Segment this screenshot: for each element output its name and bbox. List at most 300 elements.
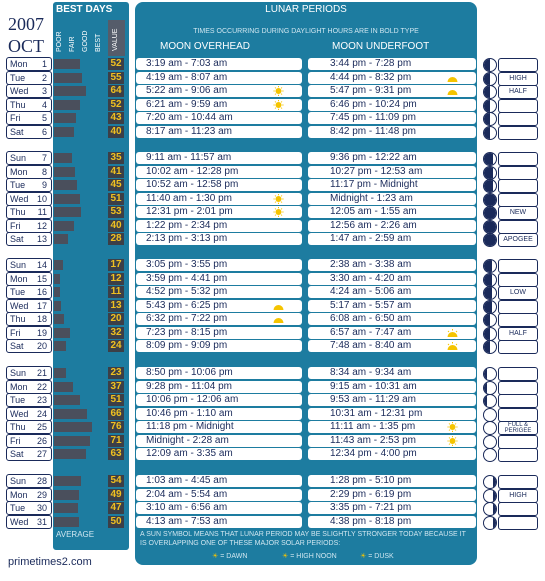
moon-phase-icon: [483, 259, 497, 273]
moon-underfoot-time-text: 2:29 pm - 6:19 pm: [330, 489, 412, 500]
day-number: 28: [36, 476, 47, 486]
moon-event-tag: [498, 259, 538, 273]
moon-event-tag: [498, 220, 538, 234]
moon-overhead-time: [136, 193, 302, 205]
noon-sun-icon: [272, 86, 285, 95]
day-value: 66: [108, 408, 124, 420]
moon-overhead-time: [136, 152, 302, 164]
best-days-bar: [54, 301, 61, 311]
dawn-sun-icon: [446, 341, 459, 350]
moon-phase-icon: [483, 85, 497, 99]
day-number: 11: [37, 207, 47, 217]
day-value: 40: [108, 126, 124, 138]
best-days-bar: [54, 260, 63, 270]
day-label: [6, 272, 52, 286]
dusk-sun-icon: [272, 314, 285, 323]
day-name: Fri: [10, 113, 21, 123]
day-name: Fri: [10, 221, 21, 231]
moon-overhead-time-text: 3:19 am - 7:03 am: [146, 58, 228, 69]
moon-phase-icon: [483, 112, 497, 126]
day-name: Mon: [10, 274, 28, 284]
day-name: Mon: [10, 59, 28, 69]
moon-phase-icon: [483, 99, 497, 113]
noon-sun-icon: [272, 207, 285, 216]
day-value: 23: [108, 367, 124, 379]
day-name: Tue: [10, 180, 26, 190]
day-name: Wed: [10, 517, 29, 527]
moon-overhead-time: [136, 233, 302, 245]
day-label: [6, 178, 52, 192]
day-value: 47: [108, 502, 124, 514]
moon-event-tag: [498, 112, 538, 126]
day-label: [6, 219, 52, 233]
moon-underfoot-time: [308, 435, 476, 447]
day-value: 40: [108, 220, 124, 232]
moon-overhead-time: [136, 220, 302, 232]
moon-underfoot-time: [308, 166, 476, 178]
moon-underfoot-time: [308, 327, 476, 339]
day-name: Tue: [10, 503, 26, 513]
moon-underfoot-time: [308, 58, 476, 70]
dusk-sun-icon: [446, 73, 459, 82]
best-days-bar: [54, 113, 76, 123]
day-label: [6, 380, 52, 394]
moon-overhead-time-text: 8:50 pm - 10:06 pm: [146, 367, 233, 378]
best-days-bar: [54, 314, 64, 324]
moon-underfoot-time-text: Midnight - 1:23 am: [330, 193, 413, 204]
moon-phase-icon: [483, 408, 497, 422]
moon-overhead-time: [136, 489, 302, 501]
moon-overhead-time: [136, 85, 302, 97]
day-label: [6, 151, 52, 165]
best-days-bar: [54, 436, 90, 446]
moon-overhead-time: [136, 72, 302, 84]
noon-sun-icon: [446, 422, 459, 431]
moon-event-tag: HALF: [498, 327, 538, 341]
moon-underfoot-time-text: 9:36 pm - 12:22 am: [330, 152, 417, 163]
moon-phase-icon: [483, 502, 497, 516]
moon-event-tag: [498, 193, 538, 207]
day-number: 16: [36, 287, 47, 297]
day-value: 50: [108, 516, 124, 528]
moon-phase-icon: [483, 300, 497, 314]
day-name: Sat: [10, 449, 24, 459]
moon-underfoot-time-text: 4:24 am - 5:06 am: [330, 286, 412, 297]
day-value: 76: [108, 421, 124, 433]
moon-event-tag: [498, 58, 538, 72]
day-value: 32: [108, 327, 124, 339]
moon-overhead-time: [136, 58, 302, 70]
day-label: [6, 326, 52, 340]
moon-overhead-time: [136, 448, 302, 460]
day-label: [6, 192, 52, 206]
moon-underfoot-time-text: 11:11 am - 1:35 pm: [330, 421, 416, 432]
moon-overhead-time-text: 5:22 am - 9:06 am: [146, 85, 228, 96]
moon-phase-icon: [483, 448, 497, 462]
moon-overhead-time: [136, 99, 302, 111]
moon-underfoot-time: [308, 286, 476, 298]
moon-phase-icon: [483, 273, 497, 287]
day-value: 12: [108, 273, 124, 285]
moon-overhead-time: [136, 259, 302, 271]
moon-phase-icon: [483, 516, 497, 530]
moon-overhead-time-text: 9:28 pm - 11:04 pm: [146, 381, 232, 392]
legend-dusk: ☀ = DUSK: [360, 553, 394, 560]
moon-event-tag: [498, 340, 538, 354]
moon-phase-icon: [483, 367, 497, 381]
moon-underfoot-time: [308, 421, 476, 433]
day-name: Tue: [10, 287, 26, 297]
moon-phase-icon: [483, 313, 497, 327]
moon-underfoot-time-text: 5:47 pm - 9:31 pm: [330, 85, 412, 96]
moon-event-tag: [498, 313, 538, 327]
moon-underfoot-time: [308, 489, 476, 501]
moon-overhead-time-text: 11:40 am - 1:30 pm: [146, 193, 232, 204]
best-days-bar: [54, 328, 70, 338]
day-name: Thu: [10, 100, 26, 110]
day-number: 5: [41, 113, 47, 123]
moon-overhead-time: [136, 166, 302, 178]
moon-overhead-time-text: 12:09 am - 3:35 am: [146, 448, 233, 459]
day-value: 43: [108, 112, 124, 124]
moon-underfoot-time: [308, 381, 476, 393]
day-value: 52: [108, 58, 124, 70]
best-days-bar: [54, 180, 77, 190]
best-days-bar: [54, 194, 80, 204]
moon-phase-icon: [483, 340, 497, 354]
day-label: [6, 71, 52, 85]
moon-phase-icon: [483, 489, 497, 503]
moon-overhead-time: [136, 381, 302, 393]
year-label: 2007: [8, 14, 44, 34]
best-days-bar: [54, 395, 80, 405]
moon-phase-icon: [483, 179, 497, 193]
moon-underfoot-time: [308, 475, 476, 487]
moon-phase-icon: [483, 394, 497, 408]
day-label: [6, 165, 52, 179]
day-number: 23: [36, 395, 47, 405]
moon-event-tag: HALF: [498, 85, 538, 99]
day-number: 15: [36, 274, 47, 284]
moon-underfoot-time: [308, 152, 476, 164]
day-label: [6, 366, 52, 380]
best-days-bar: [54, 207, 81, 217]
day-value: 51: [108, 193, 124, 205]
moon-event-tag: [498, 502, 538, 516]
dawn-sun-icon: [446, 328, 459, 337]
day-name: Wed: [10, 409, 29, 419]
moon-phase-icon: [483, 220, 497, 234]
moon-event-tag: [498, 179, 538, 193]
day-number: 9: [41, 180, 47, 190]
moon-overhead-time-text: 11:18 pm - Midnight: [146, 421, 234, 432]
moon-overhead-time: [136, 394, 302, 406]
best-days-bar: [54, 221, 74, 231]
day-name: Wed: [10, 194, 29, 204]
moon-underfoot-time: [308, 313, 476, 325]
day-name: Mon: [10, 167, 28, 177]
day-number: 31: [36, 517, 47, 527]
best-days-bar: [54, 73, 82, 83]
moon-overhead-time: [136, 340, 302, 352]
moon-overhead-time-text: 10:52 am - 12:58 pm: [146, 179, 239, 190]
moon-overhead-time: [136, 300, 302, 312]
day-label: [6, 57, 52, 71]
moon-event-tag: [498, 516, 538, 530]
moon-overhead-time-text: 2:13 pm - 3:13 pm: [146, 233, 228, 244]
day-number: 2: [41, 73, 47, 83]
moon-event-tag: FULL & PERIGEE: [498, 421, 538, 435]
best-days-bar: [54, 274, 60, 284]
day-name: Tue: [10, 73, 26, 83]
moon-underfoot-time: [308, 220, 476, 232]
best-days-bar: [54, 476, 81, 486]
moon-phase-icon: [483, 435, 497, 449]
moon-underfoot-time: [308, 85, 476, 97]
day-name: Fri: [10, 436, 21, 446]
day-name: Mon: [10, 490, 28, 500]
best-days-bar: [54, 490, 79, 500]
moon-overhead-time: [136, 502, 302, 514]
day-name: Sat: [10, 341, 24, 351]
moon-event-tag: [498, 300, 538, 314]
legend-noon: ☀ = HIGH NOON: [282, 553, 337, 560]
moon-underfoot-time-text: 11:43 am - 2:53 pm: [330, 435, 416, 446]
moon-underfoot-time-text: 8:34 am - 9:34 am: [330, 367, 412, 378]
day-label: [6, 111, 52, 125]
moon-overhead-time-text: 6:32 pm - 7:22 pm: [146, 313, 228, 324]
best-days-bar: [54, 59, 80, 69]
moon-underfoot-time-text: 1:28 pm - 5:10 pm: [330, 475, 412, 486]
best-days-label: BEST DAYS: [56, 4, 113, 15]
moon-event-tag: NEW: [498, 206, 538, 220]
best-days-col-good: GOOD: [82, 30, 89, 52]
day-label: [6, 447, 52, 461]
moon-overhead-time-text: 7:20 am - 10:44 am: [146, 112, 233, 123]
moon-underfoot-time: [308, 206, 476, 218]
day-label: [6, 98, 52, 112]
moon-underfoot-time: [308, 300, 476, 312]
moon-overhead-time-text: 3:59 pm - 4:41 pm: [146, 273, 228, 284]
noon-sun-icon: [446, 436, 459, 445]
moon-underfoot-time-text: 5:17 am - 5:57 am: [330, 300, 412, 311]
moon-overhead-time-text: 4:19 am - 8:07 am: [146, 72, 228, 83]
moon-event-tag: [498, 126, 538, 140]
moon-event-tag: [498, 408, 538, 422]
moon-underfoot-time-text: 6:08 am - 6:50 am: [330, 313, 412, 324]
moon-overhead-time: [136, 286, 302, 298]
day-number: 13: [36, 234, 47, 244]
moon-event-tag: [498, 273, 538, 287]
day-value: 37: [108, 381, 124, 393]
moon-overhead-time: [136, 475, 302, 487]
day-label: [6, 488, 52, 502]
moon-overhead-time-text: Midnight - 2:28 am: [146, 435, 229, 446]
dusk-sun-icon: [272, 301, 285, 310]
best-days-bar: [54, 167, 75, 177]
moon-underfoot-time: [308, 448, 476, 460]
day-number: 19: [36, 328, 47, 338]
day-number: 8: [41, 167, 47, 177]
day-value: 64: [108, 85, 124, 97]
value-header: VALUE: [108, 20, 125, 56]
day-label: [6, 258, 52, 272]
moon-underfoot-time: [308, 179, 476, 191]
moon-phase-icon: [483, 381, 497, 395]
best-days-bar: [54, 503, 78, 513]
best-days-bar: [54, 422, 92, 432]
day-number: 20: [36, 341, 47, 351]
moon-underfoot-time: [308, 516, 476, 528]
moon-underfoot-time-text: 9:53 am - 11:29 am: [330, 394, 416, 405]
moon-phase-icon: [483, 421, 497, 435]
moon-underfoot-time-text: 12:34 pm - 4:00 pm: [330, 448, 417, 459]
moon-underfoot-time-text: 6:57 am - 7:47 am: [330, 327, 412, 338]
day-label: [6, 312, 52, 326]
moon-underfoot-time-text: 12:05 am - 1:55 am: [330, 206, 417, 217]
moon-underfoot-time-text: 2:38 am - 3:38 am: [330, 259, 412, 270]
day-label: [6, 515, 52, 529]
day-label: [6, 393, 52, 407]
moon-underfoot-time-text: 6:46 pm - 10:24 pm: [330, 99, 417, 110]
day-label: [6, 474, 52, 488]
day-value: 49: [108, 489, 124, 501]
moon-overhead-time: [136, 126, 302, 138]
day-value: 28: [108, 233, 124, 245]
moon-underfoot-time-text: 4:38 pm - 8:18 pm: [330, 516, 412, 527]
day-label: [6, 285, 52, 299]
moon-overhead-time-text: 10:06 pm - 12:06 am: [146, 394, 239, 405]
day-name: Sat: [10, 234, 24, 244]
moon-underfoot-time: [308, 99, 476, 111]
day-value: 20: [108, 313, 124, 325]
dusk-icon: ☀: [360, 553, 367, 560]
moon-phase-icon: [483, 126, 497, 140]
moon-event-tag: APOGEE: [498, 233, 538, 247]
day-label: [6, 125, 52, 139]
moon-event-tag: [498, 435, 538, 449]
day-value: 52: [108, 99, 124, 111]
noon-icon: ☀: [282, 553, 289, 560]
moon-underfoot-time: [308, 112, 476, 124]
moon-overhead-time: [136, 313, 302, 325]
day-number: 1: [41, 59, 47, 69]
lunar-periods-subtitle: TIMES OCCURRING DURING DAYLIGHT HOURS ARE IN BOLD TYPE: [193, 28, 419, 35]
day-name: Wed: [10, 301, 29, 311]
moon-overhead-time-text: 2:04 am - 5:54 am: [146, 489, 228, 500]
day-number: 4: [41, 100, 47, 110]
day-number: 29: [36, 490, 47, 500]
moon-event-tag: [498, 367, 538, 381]
best-days-bar: [54, 234, 68, 244]
day-name: Thu: [10, 207, 26, 217]
day-value: 71: [108, 435, 124, 447]
day-value: 41: [108, 166, 124, 178]
moon-overhead-time-text: 4:52 pm - 5:32 pm: [146, 286, 228, 297]
day-name: Mon: [10, 382, 28, 392]
day-number: 7: [41, 153, 47, 163]
noon-sun-icon: [272, 100, 285, 109]
day-label: [6, 339, 52, 353]
best-days-bar: [54, 127, 74, 137]
day-label: [6, 232, 52, 246]
best-days-col-best: BEST: [95, 33, 102, 52]
best-days-col-fair: FAIR: [69, 36, 76, 52]
moon-underfoot-time-text: 9:15 am - 10:31 am: [330, 381, 417, 392]
moon-overhead-time: [136, 367, 302, 379]
moon-overhead-time: [136, 516, 302, 528]
day-number: 24: [36, 409, 47, 419]
best-days-bar: [54, 100, 80, 110]
moon-phase-icon: [483, 152, 497, 166]
day-value: 55: [108, 72, 124, 84]
moon-phase-icon: [483, 72, 497, 86]
best-days-col-poor: POOR: [56, 31, 63, 52]
day-value: 45: [108, 179, 124, 191]
day-name: Sun: [10, 476, 27, 486]
moon-event-tag: [498, 475, 538, 489]
moon-underfoot-time-text: 3:44 pm - 7:28 pm: [330, 58, 412, 69]
moon-overhead-time-text: 10:02 am - 12:28 pm: [146, 166, 239, 177]
moon-underfoot-time: [308, 233, 476, 245]
dawn-icon: ☀: [212, 553, 219, 560]
day-label: [6, 407, 52, 421]
site-link[interactable]: primetimes2.com: [8, 556, 92, 568]
moon-overhead-time-text: 5:43 pm - 6:25 pm: [146, 300, 228, 311]
moon-event-tag: [498, 381, 538, 395]
day-name: Sun: [10, 368, 27, 378]
day-label: [6, 420, 52, 434]
moon-underfoot-time: [308, 273, 476, 285]
moon-underfoot-time-text: 1:47 am - 2:59 am: [330, 233, 412, 244]
moon-phase-icon: [483, 58, 497, 72]
moon-underfoot-time-text: 7:45 pm - 11:09 pm: [330, 112, 416, 123]
day-name: Sun: [10, 153, 27, 163]
day-value: 17: [108, 259, 124, 271]
day-value: 54: [108, 475, 124, 487]
best-days-bar: [54, 368, 66, 378]
moon-underfoot-time: [308, 126, 476, 138]
day-value: 51: [108, 394, 124, 406]
moon-underfoot-time-text: 12:56 am - 2:26 am: [330, 220, 417, 231]
moon-underfoot-time: [308, 408, 476, 420]
day-name: Tue: [10, 395, 26, 405]
day-name: Thu: [10, 314, 26, 324]
moon-phase-icon: [483, 206, 497, 220]
moon-overhead-time-text: 12:31 pm - 2:01 pm: [146, 206, 233, 217]
day-number: 3: [41, 86, 47, 96]
moon-overhead-time-text: 9:11 am - 11:57 am: [146, 152, 232, 163]
moon-overhead-time: [136, 112, 302, 124]
moon-overhead-header: MOON OVERHEAD: [160, 41, 251, 52]
moon-overhead-time-text: 8:09 pm - 9:09 pm: [146, 340, 228, 351]
moon-phase-icon: [483, 166, 497, 180]
moon-underfoot-time: [308, 259, 476, 271]
month-label: OCT: [8, 36, 44, 56]
day-name: Sat: [10, 127, 24, 137]
best-days-bar: [54, 153, 72, 163]
moon-overhead-time: [136, 435, 302, 447]
moon-phase-icon: [483, 286, 497, 300]
moon-overhead-time-text: 4:13 am - 7:53 am: [146, 516, 228, 527]
day-label: [6, 299, 52, 313]
moon-event-tag: HIGH: [498, 489, 538, 503]
moon-overhead-time: [136, 421, 302, 433]
moon-overhead-time: [136, 327, 302, 339]
moon-overhead-time-text: 8:17 am - 11:23 am: [146, 126, 232, 137]
moon-event-tag: [498, 394, 538, 408]
moon-overhead-time: [136, 206, 302, 218]
